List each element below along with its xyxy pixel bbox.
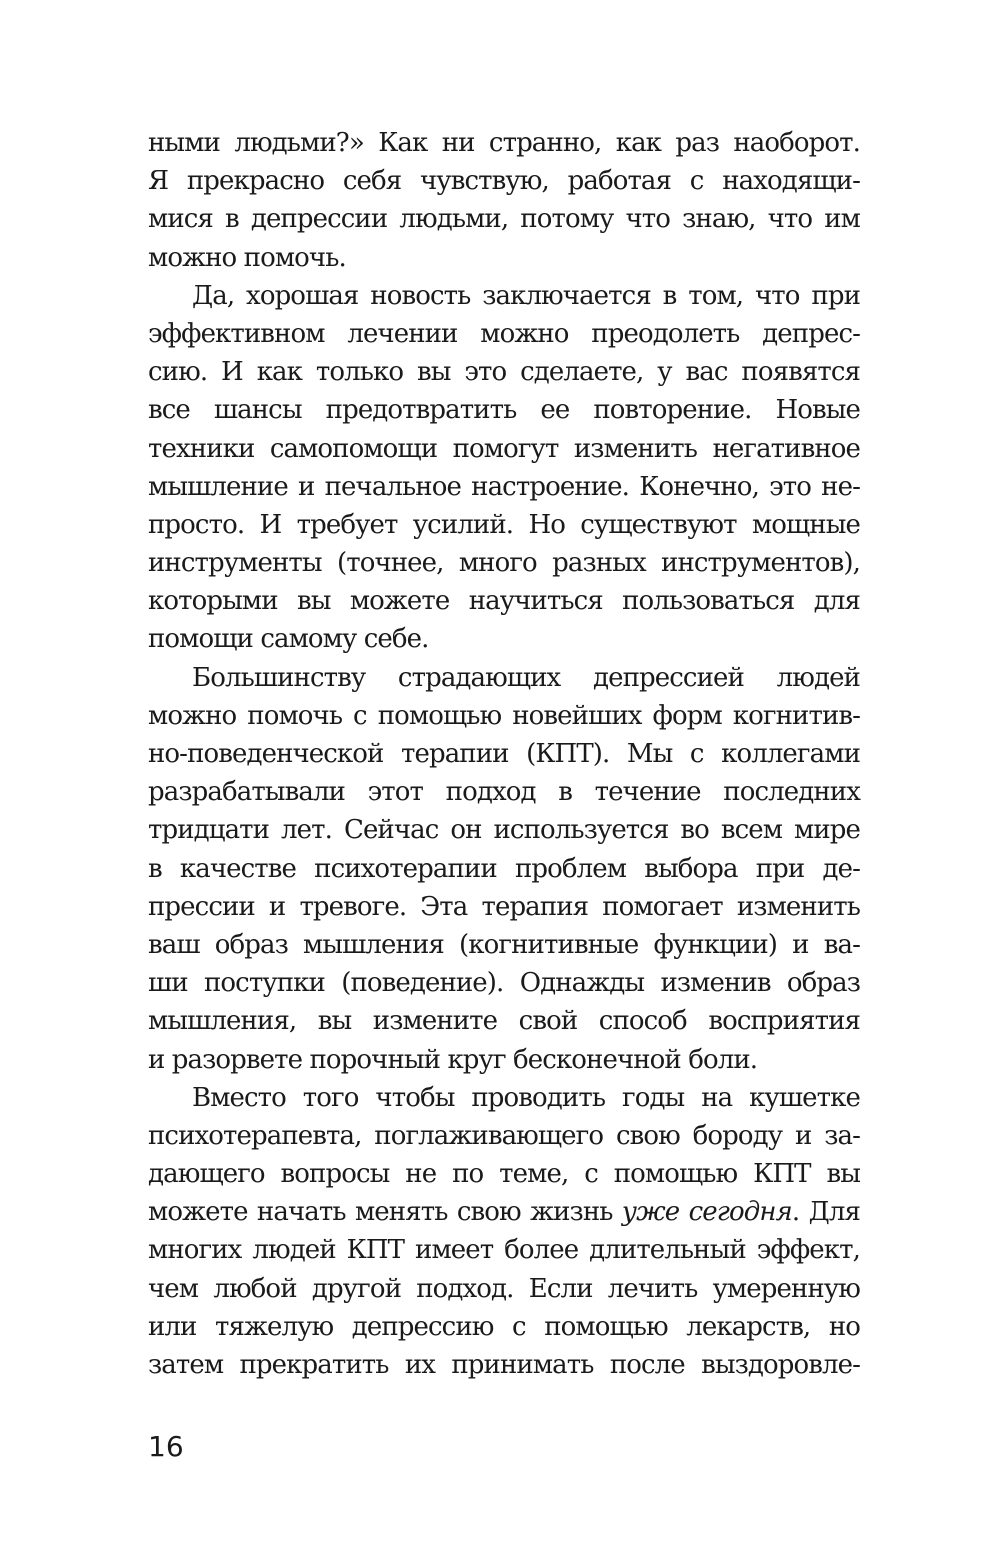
text-line: эффективном лечении можно преодолеть депрес- (148, 318, 860, 349)
text-line: тридцати лет. Сейчас он используется во всем мире (148, 815, 860, 846)
text-line: все шансы предотвратить ее повторение. Новые (148, 395, 860, 426)
text-line: техники самопомощи помогут изменить негативное (148, 433, 860, 464)
text-line: Вместо того чтобы проводить годы на кушетке (192, 1082, 860, 1113)
text-line-with-emphasis (148, 1193, 860, 1231)
text-line: помощи самому себе. (148, 624, 429, 655)
text-line: можно помочь. (148, 242, 346, 273)
text-line: но-поведенческой терапии (КПТ). Мы с коллегами (148, 739, 860, 769)
text-line: или тяжелую депрессию с помощью лекарств, но (148, 1311, 860, 1342)
text-line: мышления, вы измените свой способ восприятия (148, 1006, 860, 1037)
text-line: ными людьми?» Как ни странно, как раз наоборот. (148, 128, 860, 158)
text-segment: . Для (791, 1197, 860, 1228)
text-line: затем прекратить их принимать после выздоровле- (148, 1350, 860, 1380)
text-line: многих людей КПТ имеет более длительный эффект, (148, 1235, 860, 1266)
text-line: Большинству страдающих депрессией людей (192, 662, 860, 693)
text-line: прессии и тревоге. Эта терапия помогает изменить (148, 891, 860, 922)
text-line: в качестве психотерапии проблем выбора при де- (148, 853, 860, 884)
text-line: можно помочь с помощью новейших форм когнитив- (148, 700, 860, 731)
text-line: чем любой другой подход. Если лечить умеренную (148, 1273, 860, 1304)
text-line: ши поступки (поведение). Однажды изменив образ (148, 968, 860, 999)
italic-emphasis: уже сегодня (621, 1197, 792, 1228)
text-line: психотерапевта, поглаживающего свою бороду и за- (148, 1120, 860, 1151)
text-segment: можете начать менять свою жизнь (148, 1197, 622, 1228)
text-line: дающего вопросы не по теме, с помощью КПТ вы (148, 1159, 860, 1190)
text-line: мися в депрессии людьми, потому что знаю, что им (148, 204, 860, 235)
text-line: разрабатывали этот подход в течение последних (148, 777, 860, 808)
text-line: Я прекрасно себя чувствую, работая с находящи- (148, 166, 860, 197)
text-line: сию. И как только вы это сделаете, у вас появятся (148, 357, 860, 388)
text-line: мышление и печальное настроение. Конечно, это не- (148, 471, 860, 502)
page-number: 16 (148, 1430, 184, 1463)
text-line: ваш образ мышления (когнитивные функции) и ва- (148, 929, 860, 960)
body-text (148, 124, 860, 1384)
text-line: и разорвете порочный круг бесконечной боли. (148, 1044, 758, 1075)
book-page (148, 124, 860, 1564)
text-line: просто. И требует усилий. Но существуют мощные (148, 509, 860, 540)
text-line: Да, хорошая новость заключается в том, что при (192, 280, 860, 311)
text-line: которыми вы можете научиться пользоваться для (148, 586, 860, 617)
text-line: инструменты (точнее, много разных инструментов), (148, 548, 860, 579)
